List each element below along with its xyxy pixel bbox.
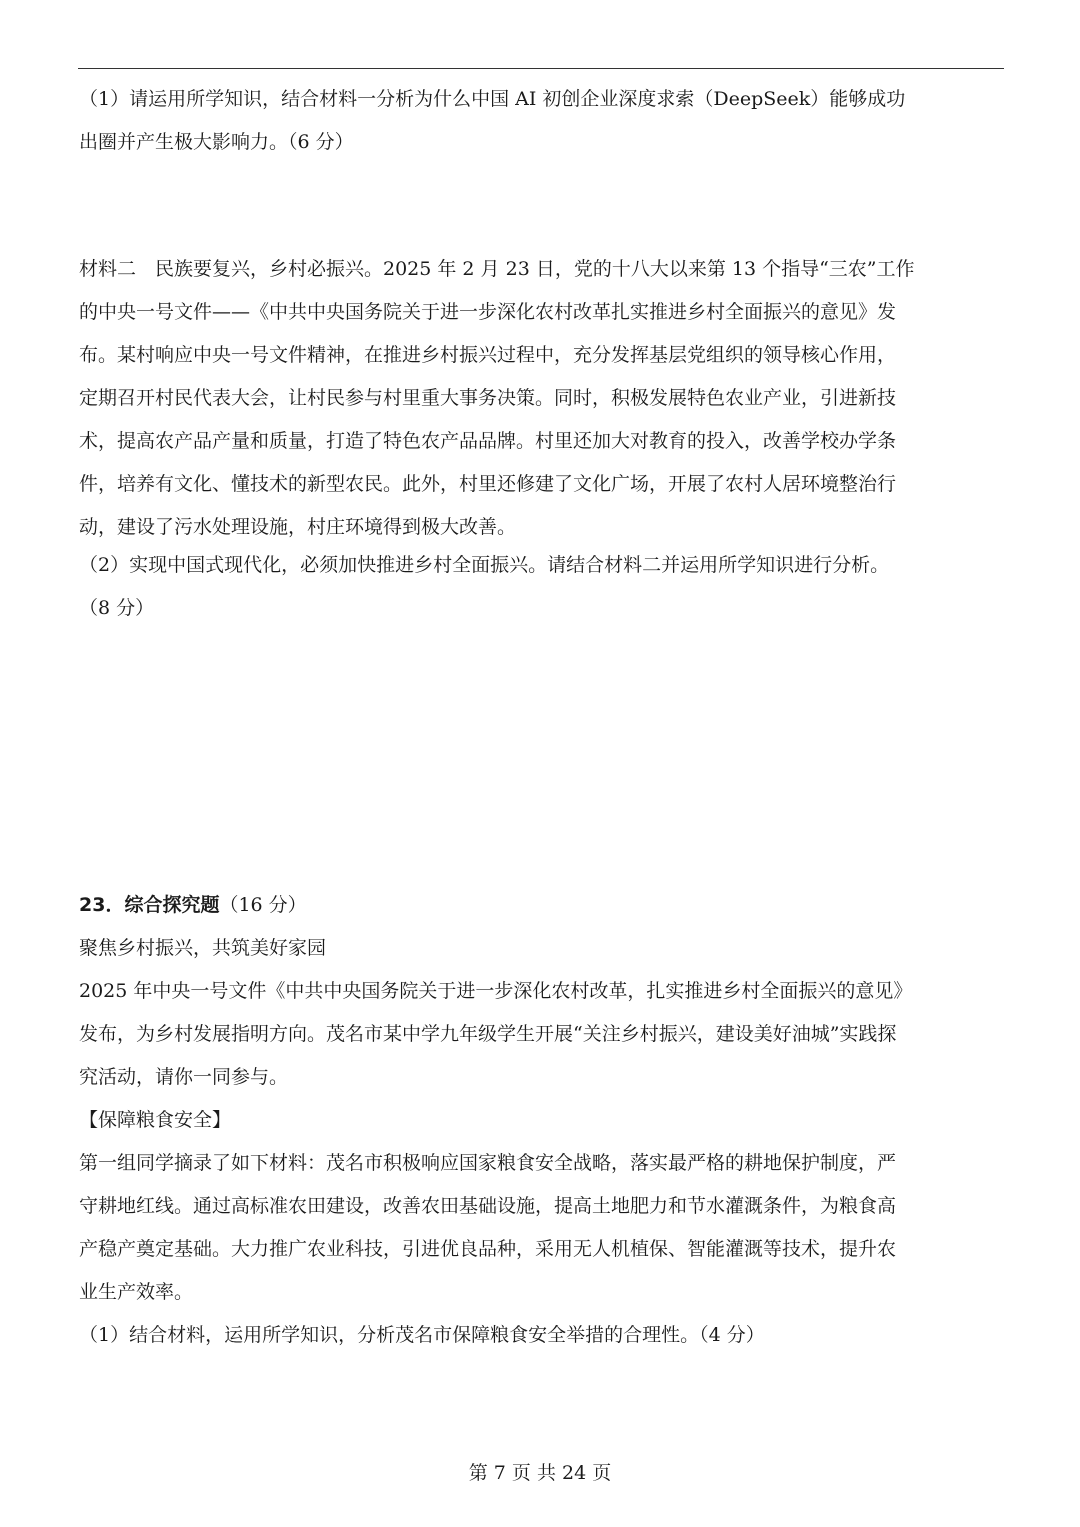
q23-group1-line: 业生产效率。: [79, 1281, 194, 1303]
q22-part2-question: [79, 544, 1003, 630]
q23-intro-line: 发布，为乡村发展指明方向。茂名市某中学九年级学生开展“关注乡村振兴，建设美好油城”实践探: [79, 1023, 897, 1045]
q23-intro-line: 2025 年中央一号文件《中共中央国务院关于进一步深化农村改革，扎实推进乡村全面振兴的意见》: [79, 980, 913, 1002]
q22-part2-line1: （2）实现中国式现代化，必须加快推进乡村全面振兴。请结合材料二并运用所学知识进行分析。: [79, 554, 890, 576]
material2-paragraph: [79, 248, 1003, 549]
material2-line: 的中央一号文件——《中共中央国务院关于进一步深化农村改革扎实推进乡村全面振兴的意见》发: [79, 301, 897, 323]
q23-number-title: 23．综合探究题: [79, 894, 220, 916]
material2-line: 材料二 民族要复兴，乡村必振兴。2025 年 2 月 23 日，党的十八大以来第 13 个指导“三农”工作: [79, 258, 915, 280]
material2-line: 件，培养有文化、懂技术的新型农民。此外，村里还修建了文化广场，开展了农村人居环境整治行: [79, 473, 897, 495]
q22-part1-line2: 出圈并产生极大影响力。（6 分）: [79, 131, 354, 153]
q22-part2-line2: （8 分）: [79, 597, 155, 619]
q22-part1-line1: （1）请运用所学知识，结合材料一分析为什么中国 AI 初创企业深度求索（DeepSeek）能够成功: [79, 88, 906, 110]
top-divider-line: [78, 68, 1004, 69]
q23-heading: [79, 884, 1003, 927]
material2-line: 动，建设了污水处理设施，村庄环境得到极大改善。: [79, 516, 517, 538]
q23-points: （16 分）: [219, 894, 307, 916]
q23-group1-line: 第一组同学摘录了如下材料：茂名市积极响应国家粮食安全战略，落实最严格的耕地保护制度，严: [79, 1152, 897, 1174]
material2-line: 定期召开村民代表大会，让村民参与村里重大事务决策。同时，积极发展特色农业产业，引进新技: [79, 387, 897, 409]
page-number-label: 第 7 页 共 24 页: [468, 1462, 612, 1484]
q23-intro-line: 究活动，请你一同参与。: [79, 1066, 289, 1088]
material2-line: 布。某村响应中央一号文件精神，在推进乡村振兴过程中，充分发挥基层党组织的领导核心作用，: [79, 344, 897, 366]
page-footer: [0, 1458, 1080, 1488]
q23-section-title: 【保障粮食安全】: [79, 1109, 232, 1131]
q23-group1-line: 产稳产奠定基础。大力推广农业科技，引进优良品种，采用无人机植保、智能灌溉等技术，提升农: [79, 1238, 897, 1260]
q23-section: [79, 884, 1003, 1357]
q23-group1-line: 守耕地红线。通过高标准农田建设，改善农田基础设施，提高土地肥力和节水灌溉条件，为粮食高: [79, 1195, 897, 1217]
q23-theme: 聚焦乡村振兴，共筑美好家园: [79, 937, 327, 959]
q22-part1-question: [79, 78, 1003, 164]
material2-line: 术，提高农产品产量和质量，打造了特色农产品品牌。村里还加大对教育的投入，改善学校办学条: [79, 430, 897, 452]
q23-question1: （1）结合材料，运用所学知识，分析茂名市保障粮食安全举措的合理性。（4 分）: [79, 1324, 765, 1346]
